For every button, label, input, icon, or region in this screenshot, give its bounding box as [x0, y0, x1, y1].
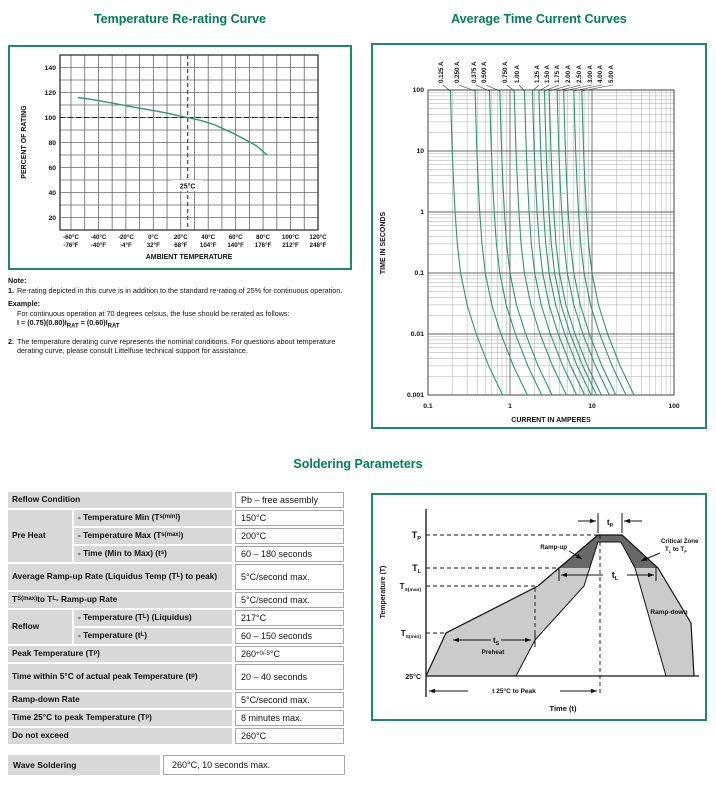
note-item-1: [8, 286, 356, 296]
svg-text:120°C: 120°C: [309, 234, 327, 241]
svg-text:120: 120: [44, 90, 56, 97]
table-row: [74, 610, 347, 626]
svg-text:AMBIENT TEMPERATURE: AMBIENT TEMPERATURE: [145, 254, 233, 261]
svg-text:40: 40: [48, 190, 56, 197]
table-row: [74, 510, 347, 526]
parameter-value: 5°C/second max.: [235, 564, 344, 590]
svg-text:1.25 A: 1.25 A: [534, 64, 541, 83]
svg-text:1: 1: [508, 403, 512, 410]
example-heading: Example:: [8, 299, 40, 308]
parameter-value: Pb – free assembly: [235, 492, 344, 508]
parameter-label: Time within 5°C of actual peak Temperature (t p ): [8, 664, 232, 690]
example-formula: $I = (0.75)(0.80)I_{RAT} = (0.60)I_{RAT}$: [17, 318, 120, 330]
svg-text:40°C: 40°C: [201, 234, 216, 241]
svg-text:1.75 A: 1.75 A: [554, 64, 561, 83]
svg-text:PERCENT OF RATING: PERCENT OF RATING: [21, 105, 28, 179]
svg-text:0.001: 0.001: [406, 392, 424, 400]
svg-text:-76°F: -76°F: [63, 242, 79, 249]
svg-text:-40°C: -40°C: [90, 234, 107, 241]
wave-soldering-label: Wave Soldering: [8, 755, 160, 775]
svg-text:0.750 A: 0.750 A: [502, 61, 509, 83]
svg-text:CURRENT IN AMPERES: CURRENT IN AMPERES: [511, 417, 591, 424]
svg-text:25°C: 25°C: [179, 183, 196, 191]
svg-text:TIME IN SECONDS: TIME IN SECONDS: [380, 211, 387, 275]
parameter-label: T S(max) to T L - Ramp-up Rate: [8, 592, 232, 608]
svg-text:TL to TP: $T_L$ to $T_P$: [665, 546, 687, 554]
svg-text:20°C: 20°C: [173, 234, 188, 241]
svg-text:212°F: 212°F: [282, 242, 299, 249]
table-row: [8, 664, 347, 690]
svg-text:60°C: 60°C: [228, 234, 243, 241]
svg-text:100°C: 100°C: [281, 234, 300, 241]
svg-text:Preheat: Preheat: [481, 649, 505, 656]
group-label: Pre Heat: [8, 510, 72, 562]
parameter-label: Do not exceed: [8, 728, 232, 744]
parameter-value: 200°C: [235, 528, 344, 544]
svg-text:25°C: 25°C: [405, 674, 421, 681]
svg-text:0.125 A: 0.125 A: [438, 61, 445, 83]
table-row: [74, 546, 347, 562]
svg-text:tL: $t_L$: [611, 570, 619, 582]
table-row: [8, 564, 347, 590]
parameter-label: Peak Temperature (T p ): [8, 646, 232, 662]
svg-text:0.1: 0.1: [423, 403, 433, 410]
note-heading: Note:: [8, 276, 27, 285]
table-row: [8, 692, 347, 708]
svg-text:80°C: 80°C: [256, 234, 270, 241]
table-row-group: [8, 610, 347, 644]
reflow-profile-diagram: [371, 493, 707, 721]
soldering-parameters-table: [8, 492, 347, 746]
parameter-label: Time 25°C to peak Temperature (T p ): [8, 710, 232, 726]
svg-text:80: 80: [48, 140, 56, 147]
time-current-chart: [371, 43, 707, 429]
svg-text:0.1: 0.1: [414, 270, 424, 278]
table-row: [8, 728, 347, 744]
svg-text:3.00 A: 3.00 A: [587, 64, 594, 83]
parameter-value: 260°C: [235, 728, 344, 744]
parameter-label: - Temperature Max (T s(max) ): [74, 528, 232, 544]
svg-text:-40°F: -40°F: [90, 242, 107, 249]
svg-text:68°F: 68°F: [174, 242, 188, 249]
svg-text:1.50 A: 1.50 A: [544, 64, 551, 83]
parameter-label: - Temperature (t L ): [74, 628, 232, 644]
svg-text:60: 60: [48, 165, 56, 172]
table-row: [8, 592, 347, 608]
svg-text:TP: $T_P$: [411, 530, 421, 542]
note-item-1-number: 1.: [8, 285, 14, 295]
svg-text:20: 20: [48, 215, 56, 222]
svg-text:0.500 A: 0.500 A: [481, 61, 488, 83]
parameter-value: 150°C: [235, 510, 344, 526]
rerating-title: Temperature Re-rating Curve: [93, 12, 267, 26]
svg-text:100: 100: [668, 403, 680, 410]
note-item-2-number: 2.: [8, 336, 14, 346]
svg-text:TS(max): $T_{S(max)}$: [399, 582, 421, 593]
svg-text:140: 140: [44, 65, 56, 72]
parameter-label: Reflow Condition: [8, 492, 232, 508]
note-item-2: [8, 337, 356, 356]
table-row-group: [8, 510, 347, 562]
svg-text:-4°F: -4°F: [119, 242, 132, 249]
svg-text:tP: $t_P$: [606, 517, 614, 529]
svg-text:-60°C: -60°C: [63, 234, 79, 241]
example-line: For continuous operation at 70 degrees celsius, the fuse should be rerated as follows:: [17, 308, 290, 318]
parameter-label: - Temperature (T L ) (Liquidus): [74, 610, 232, 626]
svg-text:t 25°C to Peak: t 25°C to Peak: [492, 688, 536, 695]
rerating-chart: [8, 45, 352, 270]
parameter-value: 5°C/second max.: [235, 692, 344, 708]
group-label: Reflow: [8, 610, 72, 644]
parameter-label: - Time (Min to Max) (t s ): [74, 546, 232, 562]
svg-text:10: 10: [416, 148, 424, 156]
svg-text:Temperature (T): Temperature (T): [380, 565, 387, 619]
svg-text:100: 100: [44, 115, 56, 122]
soldering-title: Soldering Parameters: [293, 457, 423, 471]
svg-text:32°F: 32°F: [146, 242, 160, 249]
note-item-1-text: Re-rating depicted in this curve is in addition to the standard re-rating of 25% for continuous operation.: [17, 285, 343, 295]
svg-text:1.00 A: 1.00 A: [514, 64, 521, 83]
svg-text:1: 1: [420, 209, 424, 217]
svg-text:176°F: 176°F: [254, 242, 272, 249]
parameter-value: 8 minutes max.: [235, 710, 344, 726]
parameter-value: 60 – 180 seconds: [235, 546, 344, 562]
parameter-value: 260 +0/-5 °C: [235, 646, 344, 662]
table-row: [8, 492, 347, 508]
svg-text:104°F: 104°F: [199, 242, 217, 249]
parameter-value: 5°C/second max.: [235, 592, 344, 608]
svg-text:4.00 A: 4.00 A: [597, 64, 604, 83]
svg-text:Time (t): Time (t): [549, 704, 577, 713]
svg-text:2.00 A: 2.00 A: [565, 64, 572, 83]
svg-text:0.01: 0.01: [410, 331, 424, 339]
rerating-notes: [8, 276, 356, 356]
svg-text:0.375 A: 0.375 A: [471, 61, 478, 83]
svg-text:140°F: 140°F: [227, 242, 244, 249]
svg-text:Critical Zone: Critical Zone: [661, 538, 699, 545]
parameter-value: 20 – 40 seconds: [235, 664, 344, 690]
table-row: [74, 628, 347, 644]
svg-text:Ramp-up: Ramp-up: [540, 544, 567, 551]
svg-text:100: 100: [412, 87, 424, 95]
svg-text:Ramp-down: Ramp-down: [650, 609, 688, 616]
table-row: [74, 528, 347, 544]
parameter-value: 60 – 150 seconds: [235, 628, 344, 644]
svg-text:0.250 A: 0.250 A: [454, 61, 461, 83]
svg-text:0°C: 0°C: [148, 234, 159, 241]
svg-text:TL: $T_L$: [412, 563, 421, 575]
parameter-label: - Temperature Min (T s(min) ): [74, 510, 232, 526]
svg-text:5.00 A: 5.00 A: [608, 64, 615, 83]
svg-text:2.50 A: 2.50 A: [576, 64, 583, 83]
parameter-value: 217°C: [235, 610, 344, 626]
svg-text:TS(min): $T_{S(min)}$: [400, 629, 421, 640]
svg-text:-20°C: -20°C: [117, 234, 134, 241]
table-row: [8, 710, 347, 726]
timecurrent-title: Average Time Current Curves: [451, 12, 627, 26]
parameter-label: Average Ramp-up Rate (Liquidus Temp (T L ) to peak): [8, 564, 232, 590]
svg-text:248°F: 248°F: [309, 242, 327, 249]
svg-text:10: 10: [588, 403, 596, 410]
wave-soldering-value: 260°C, 10 seconds max.: [163, 755, 345, 775]
table-row: [8, 646, 347, 662]
svg-text:tS: $t_S$: [492, 635, 500, 647]
parameter-label: Ramp-down Rate: [8, 692, 232, 708]
note-item-2-text: The temperature derating curve represents the nominal conditions. For questions about temperature derating curve, please consult Littelfuse technical support for assistance.: [17, 336, 336, 356]
